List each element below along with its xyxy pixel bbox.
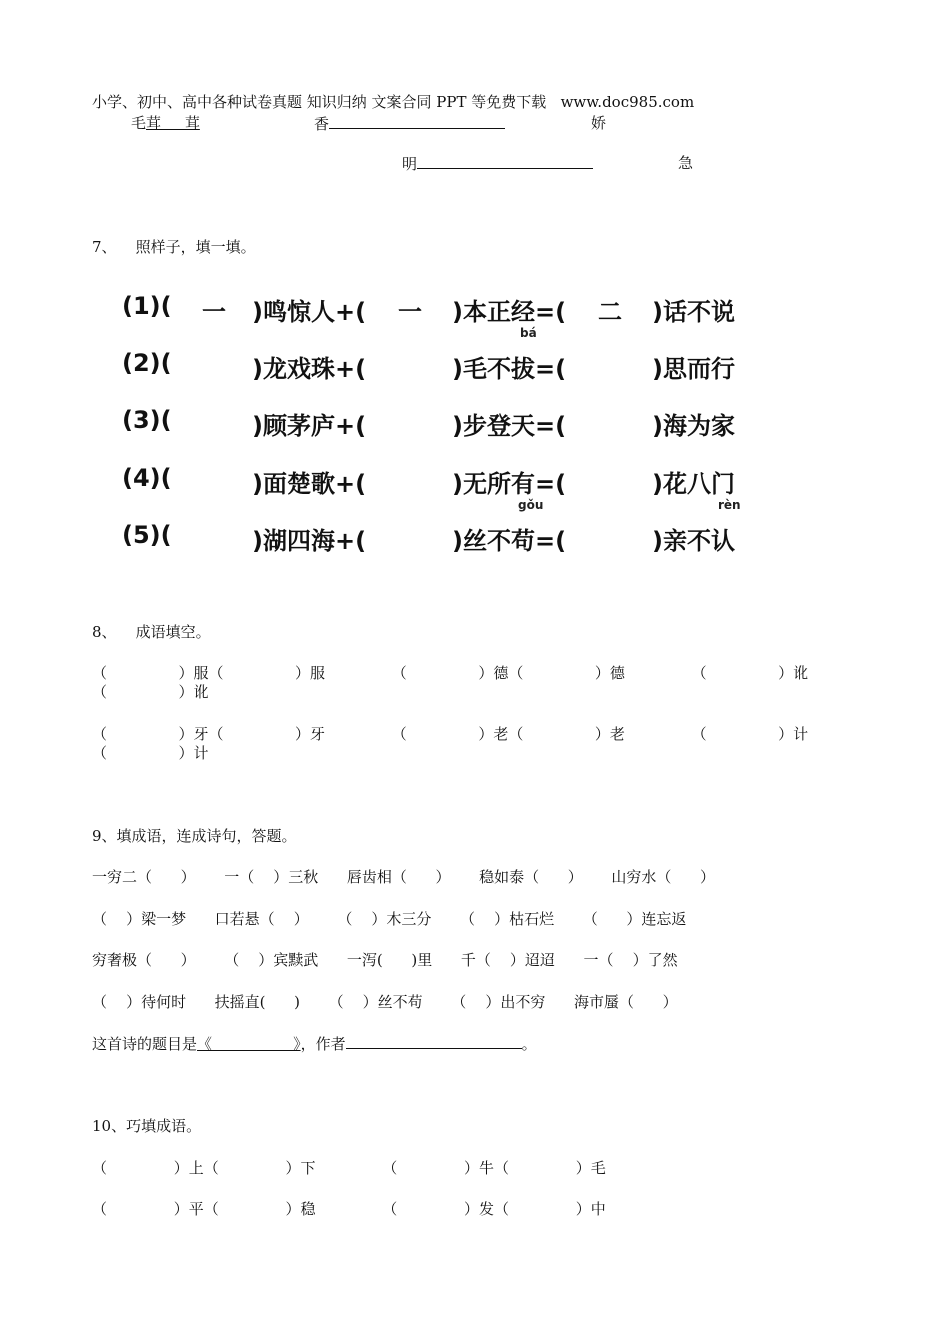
- q10-line-2: （ ）平（ ）稳 （ ）发（ ）中: [92, 1200, 606, 1218]
- q7-row-4: (4)( )面楚歌+( )无所有=( )花八门: [122, 464, 735, 498]
- q7-row-5: (5)( )湖四海+( )丝不苟=( )亲不认: [122, 521, 735, 555]
- header-banner: 小学、初中、高中各种试卷真题 知识归纳 文案合同 PPT 等免费下载 www.doc985.com: [92, 93, 695, 111]
- word-xiang: 香: [314, 114, 505, 133]
- q7-row-1: (1)( 一 )鸣惊人+( 一 )本正经=( 二 )话不说: [122, 292, 735, 326]
- pinyin-ba: bá: [520, 326, 537, 340]
- q10-line-1: （ ）上（ ）下 （ ）牛（ ）毛: [92, 1159, 606, 1177]
- q7-row-1-answer-b: 一: [398, 298, 422, 326]
- word-ming: 明: [402, 154, 593, 173]
- q7-row-1-answer-c: 二: [598, 298, 622, 326]
- q9-line-3: 穷奢极（ ） （ ）宾黩武 一泻( )里 千（ ）迢迢 一（ ）了然: [92, 951, 678, 969]
- word-mao-fill: 茸 茸: [146, 114, 200, 132]
- word-mao: 毛茸 茸: [131, 114, 200, 132]
- q7-title: 7、 照样子，填一填。: [92, 238, 256, 256]
- q9-answer: 这首诗的题目是《 》，作者 。: [92, 1035, 537, 1053]
- pinyin-gou: gǒu: [518, 498, 544, 512]
- word-jiao: 娇: [591, 114, 607, 132]
- q9-line-4: （ ）待何时 扶摇直( ) （ ）丝不苟 （ ）出不穷 海市蜃（ ）: [92, 993, 678, 1011]
- q8-line-2b: （ ）计: [92, 744, 209, 762]
- q9-title-blank: 《 》: [197, 1035, 301, 1053]
- q9-line-1: 一穷二（ ） 一（ ）三秋 唇齿相（ ） 稳如泰（ ） 山穷水（ ）: [92, 868, 715, 886]
- q8-line-1b: （ ）讹: [92, 683, 209, 701]
- q9-line-2: （ ）梁一梦 口若悬（ ） （ ）木三分 （ ）枯石烂 （ ）连忘返: [92, 910, 687, 928]
- q10-title: 10、巧填成语。: [92, 1117, 202, 1135]
- word-ji: 急: [678, 154, 694, 172]
- q7-row-1-answer-a: 一: [202, 298, 226, 326]
- q7-row-2: (2)( )龙戏珠+( )毛不拔=( )思而行: [122, 349, 735, 383]
- q8-line-2: （ ）牙（ ）牙 （ ）老（ ）老 （ ）计: [92, 725, 809, 743]
- q8-title: 8、 成语填空。: [92, 623, 211, 641]
- q7-row-3: (3)( )顾茅庐+( )步登天=( )海为家: [122, 406, 735, 440]
- q9-title: 9、填成语，连成诗句，答题。: [92, 827, 297, 845]
- pinyin-ren: rèn: [718, 498, 741, 512]
- q7-idiom-image: [118, 284, 748, 560]
- q9-author-blank: [346, 1034, 522, 1049]
- q8-line-1: （ ）服（ ）服 （ ）德（ ）德 （ ）讹: [92, 664, 809, 682]
